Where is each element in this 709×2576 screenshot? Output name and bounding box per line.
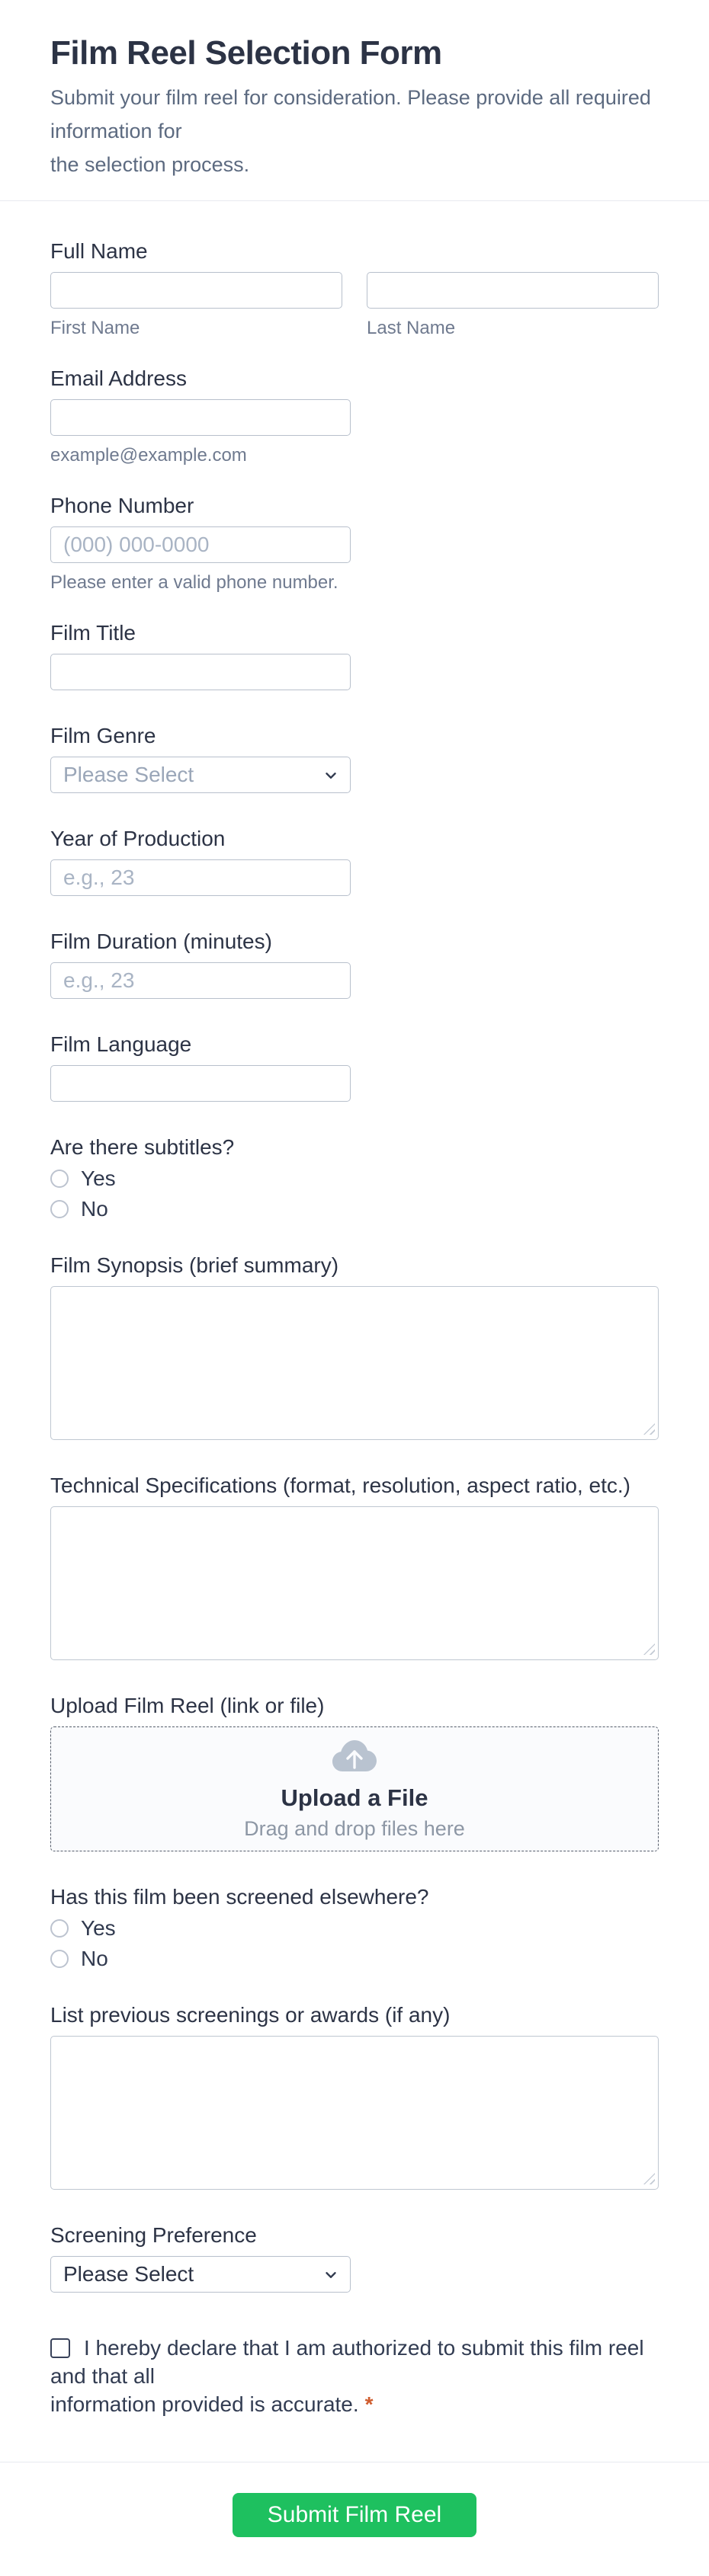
film-title-input[interactable]: [50, 654, 351, 690]
radio-button[interactable]: [50, 1919, 69, 1938]
first-name-input[interactable]: [50, 272, 342, 309]
synopsis-textarea[interactable]: [50, 1286, 659, 1440]
field-year: [50, 827, 659, 896]
phone-label: Phone Number: [50, 494, 194, 517]
field-previous-screenings: [50, 2003, 659, 2190]
upload-dropzone[interactable]: [50, 1726, 659, 1851]
field-film-genre: [50, 724, 659, 793]
field-language: [50, 1032, 659, 1102]
email-label: Email Address: [50, 366, 187, 390]
chevron-down-icon: [322, 2267, 339, 2283]
duration-label: Film Duration (minutes): [50, 930, 272, 953]
upload-label: Upload Film Reel (link or file): [50, 1694, 325, 1717]
chevron-down-icon: [322, 767, 339, 784]
field-upload: [50, 1694, 659, 1851]
film-genre-select-value: Please Select: [63, 763, 194, 786]
language-input[interactable]: [50, 1065, 351, 1102]
film-genre-label: Film Genre: [50, 724, 156, 747]
required-asterisk: *: [364, 2392, 374, 2416]
form-footer: [0, 2462, 709, 2576]
phone-helper: Please enter a valid phone number.: [50, 572, 338, 593]
language-label: Film Language: [50, 1032, 192, 1056]
declaration-checkbox[interactable]: [50, 2338, 70, 2358]
subtitles-label: Are there subtitles?: [50, 1135, 235, 1159]
screened-yes-radio[interactable]: [50, 1918, 659, 1939]
year-label: Year of Production: [50, 827, 226, 850]
form-body: [0, 201, 709, 2462]
declaration-line: [50, 2390, 659, 2418]
field-screened: [50, 1885, 659, 1970]
previous-screenings-label: List previous screenings or awards (if any): [50, 2003, 451, 2027]
field-subtitles: [50, 1135, 659, 1220]
screening-preference-select-value: Please Select: [63, 2262, 194, 2286]
field-full-name: [50, 239, 659, 339]
phone-input[interactable]: [50, 526, 351, 563]
tech-specs-textarea[interactable]: [50, 1506, 659, 1660]
submit-button[interactable]: Submit Film Reel: [233, 2493, 476, 2537]
radio-button[interactable]: [50, 1200, 69, 1218]
last-name-input[interactable]: [367, 272, 659, 309]
field-screening-preference: [50, 2223, 659, 2293]
first-name-sublabel: First Name: [50, 318, 140, 338]
tech-specs-label: Technical Specifications (format, resolution, aspect ratio, etc.): [50, 1474, 631, 1497]
screened-label: Has this film been screened elsewhere?: [50, 1885, 429, 1909]
subtitle-line: the selection process.: [50, 153, 250, 176]
film-genre-select[interactable]: [50, 757, 351, 793]
declaration-line: [50, 2334, 659, 2390]
email-sublabel: example@example.com: [50, 445, 247, 466]
field-film-title: [50, 621, 659, 690]
field-email: [50, 366, 659, 466]
full-name-label: Full Name: [50, 239, 148, 263]
email-input[interactable]: [50, 399, 351, 436]
radio-label: No: [81, 1947, 108, 1970]
screening-preference-select[interactable]: [50, 2256, 351, 2293]
declaration-text: I hereby declare that I am authorized to submit this film reel and that all: [50, 2336, 644, 2388]
year-input[interactable]: [50, 859, 351, 896]
page-title: Film Reel Selection Form: [50, 34, 442, 72]
field-duration: [50, 930, 659, 999]
screening-preference-label: Screening Preference: [50, 2223, 257, 2247]
upload-a-file-text: Upload a File: [281, 1784, 428, 1811]
synopsis-label: Film Synopsis (brief summary): [50, 1253, 339, 1277]
radio-label: Yes: [81, 1916, 116, 1940]
radio-label: No: [81, 1197, 108, 1221]
field-phone: [50, 494, 659, 594]
field-synopsis: [50, 1253, 659, 1440]
radio-label: Yes: [81, 1166, 116, 1190]
film-title-label: Film Title: [50, 621, 136, 645]
radio-button[interactable]: [50, 1170, 69, 1188]
duration-input[interactable]: [50, 962, 351, 999]
field-declaration: [50, 2334, 659, 2418]
previous-screenings-textarea[interactable]: [50, 2036, 659, 2190]
cloud-upload-icon: [328, 1737, 381, 1777]
drag-drop-hint: Drag and drop files here: [244, 1817, 465, 1840]
subtitle-line: Submit your film reel for consideration. Please provide all required information for: [50, 86, 651, 142]
field-tech-specs: [50, 1474, 659, 1660]
subtitles-no-radio[interactable]: [50, 1198, 659, 1220]
screened-no-radio[interactable]: [50, 1948, 659, 1970]
form-header: [0, 0, 709, 201]
form-subtitle: [50, 81, 659, 181]
radio-button[interactable]: [50, 1950, 69, 1968]
subtitles-yes-radio[interactable]: [50, 1168, 659, 1189]
last-name-sublabel: Last Name: [367, 318, 456, 338]
declaration-text: information provided is accurate.: [50, 2392, 359, 2416]
